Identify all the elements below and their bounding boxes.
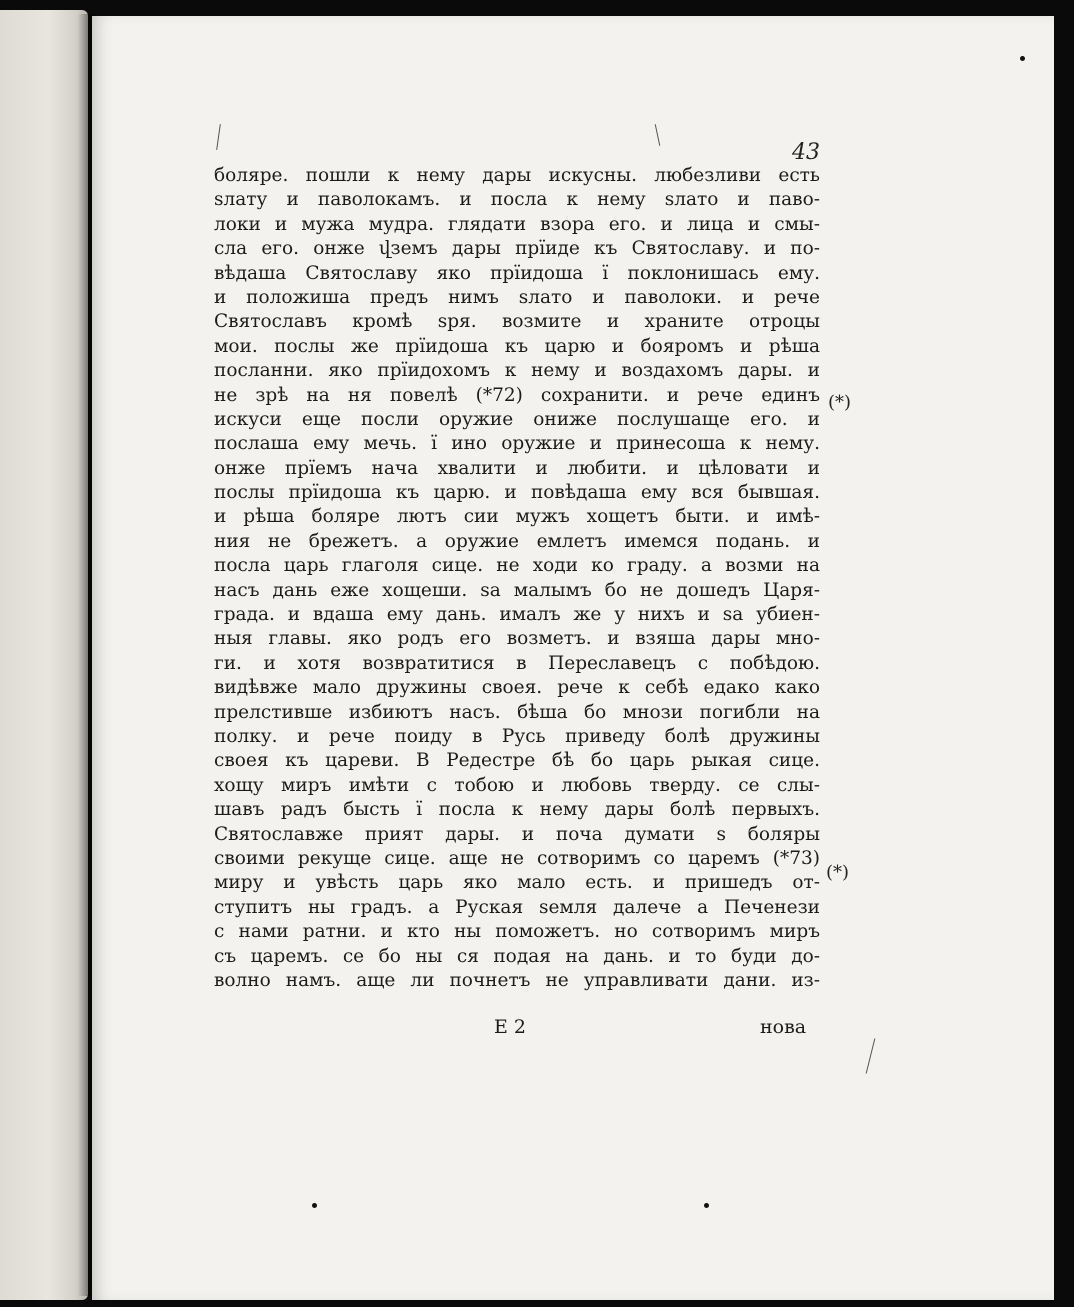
footnote-marker: (*) <box>828 392 852 413</box>
text-line: прелстивше избиютъ насъ. бѣша бо мнози погибли на <box>214 701 820 723</box>
page-mark <box>655 124 661 146</box>
text-line: не зрѣ на ня повелѣ (*72) сохранити. и рече единъ <box>214 384 820 406</box>
catchword: нова <box>760 1016 807 1038</box>
text-line: Святославже прият дары. и поча думати ѕ боляры <box>214 823 820 845</box>
text-line: шавъ радъ бысть ї посла к нему дары болѣ первыхъ. <box>214 799 820 821</box>
text-line: Святославъ кромѣ ѕря. возмите и храните отроцы <box>214 311 820 333</box>
page-mark <box>866 1038 876 1073</box>
page-mark <box>216 124 221 150</box>
text-line: посла царь глаголя сице. не ходи ко граду. а возми на <box>214 555 820 577</box>
text-line: послаша ему мечь. ї ино оружие и принесоша к нему. <box>214 433 820 455</box>
text-line: волно намъ. аще ли почнетъ не управливати дани. из- <box>214 969 820 991</box>
text-line: и положиша предъ нимъ ѕлато и паволоки. и рече <box>214 286 820 308</box>
text-line: ныя главы. яко родъ его возметъ. и взяша дары мно- <box>214 628 820 650</box>
text-line: с нами ратни. и кто ны поможетъ. но сотворимъ миръ <box>214 921 820 943</box>
ink-speck <box>312 1203 317 1208</box>
text-line: видѣвже мало дружины своея. рече к себѣ едако како <box>214 677 820 699</box>
text-line: ступитъ ны градъ. а Руская ѕемля далече а Печенези <box>214 896 820 918</box>
text-line: мои. послы же прїидоша къ царю и бояромъ и рѣша <box>214 335 820 357</box>
text-line: насъ дань еже хощеши. ѕа малымъ бо не дошедъ Царя- <box>214 579 820 601</box>
ink-speck <box>704 1203 709 1208</box>
text-line: полку. и рече поиду в Русь приведу болѣ дружины <box>214 725 820 747</box>
text-line: послы прїидоша къ царю. и повѣдаша ему вся бывшая. <box>214 482 820 504</box>
text-line: съ царемъ. се бо ны ся подая на дань. и то буди до- <box>214 945 820 967</box>
text-line: своея къ цареви. В Редестре бѣ бо царь рыкая сице. <box>214 750 820 772</box>
left-page-edge <box>0 10 88 1300</box>
text-line: града. и вдаша ему дань. ималъ же у нихъ и ѕа убиен- <box>214 604 820 626</box>
text-line: боляре. пошли к нему дары искусны. любезливи есть <box>214 165 820 186</box>
text-line: и рѣша боляре лютъ сии мужъ хощетъ быти. и имѣ- <box>214 506 820 528</box>
text-line: хощу миръ имѣти с тобою и любовь тверду. се слы- <box>214 774 820 796</box>
text-line: вѣдаша Святославу яко прїидоша ї поклонишась ему. <box>214 262 820 284</box>
text-line: ния не брежетъ. а оружие емлетъ имемся подань. и <box>214 530 820 552</box>
text-line: миру и увѣсть царь яко мало есть. и пришедъ от- <box>214 872 820 894</box>
footnote-marker: (*) <box>826 862 850 883</box>
text-line: локи и мужа мудра. глядати взора его. и лица и смы- <box>214 213 820 235</box>
page-number: 43 <box>792 140 820 165</box>
text-line: ги. и хотя возвратитися в Переславецъ с побѣдою. <box>214 652 820 674</box>
signature-mark: Е 2 <box>494 1016 526 1038</box>
text-line: онже прїемъ нача хвалити и любити. и цѣловати и <box>214 457 820 479</box>
text-line: ѕлату и паволокамъ. и посла к нему ѕлато и паво- <box>214 189 820 211</box>
text-line: искуси еще посли оружие ониже послушаще его. и <box>214 408 820 430</box>
text-line: посланни. яко прїидохомъ к нему и воздахомъ дары. и <box>214 360 820 382</box>
body-text <box>214 164 820 993</box>
ink-speck <box>1020 56 1025 61</box>
text-line: своими рекуще сице. аще не сотворимъ со царемъ (*73) <box>214 847 820 869</box>
text-line: сла его. онже վземъ дары прїиде къ Святославу. и по- <box>214 238 820 260</box>
